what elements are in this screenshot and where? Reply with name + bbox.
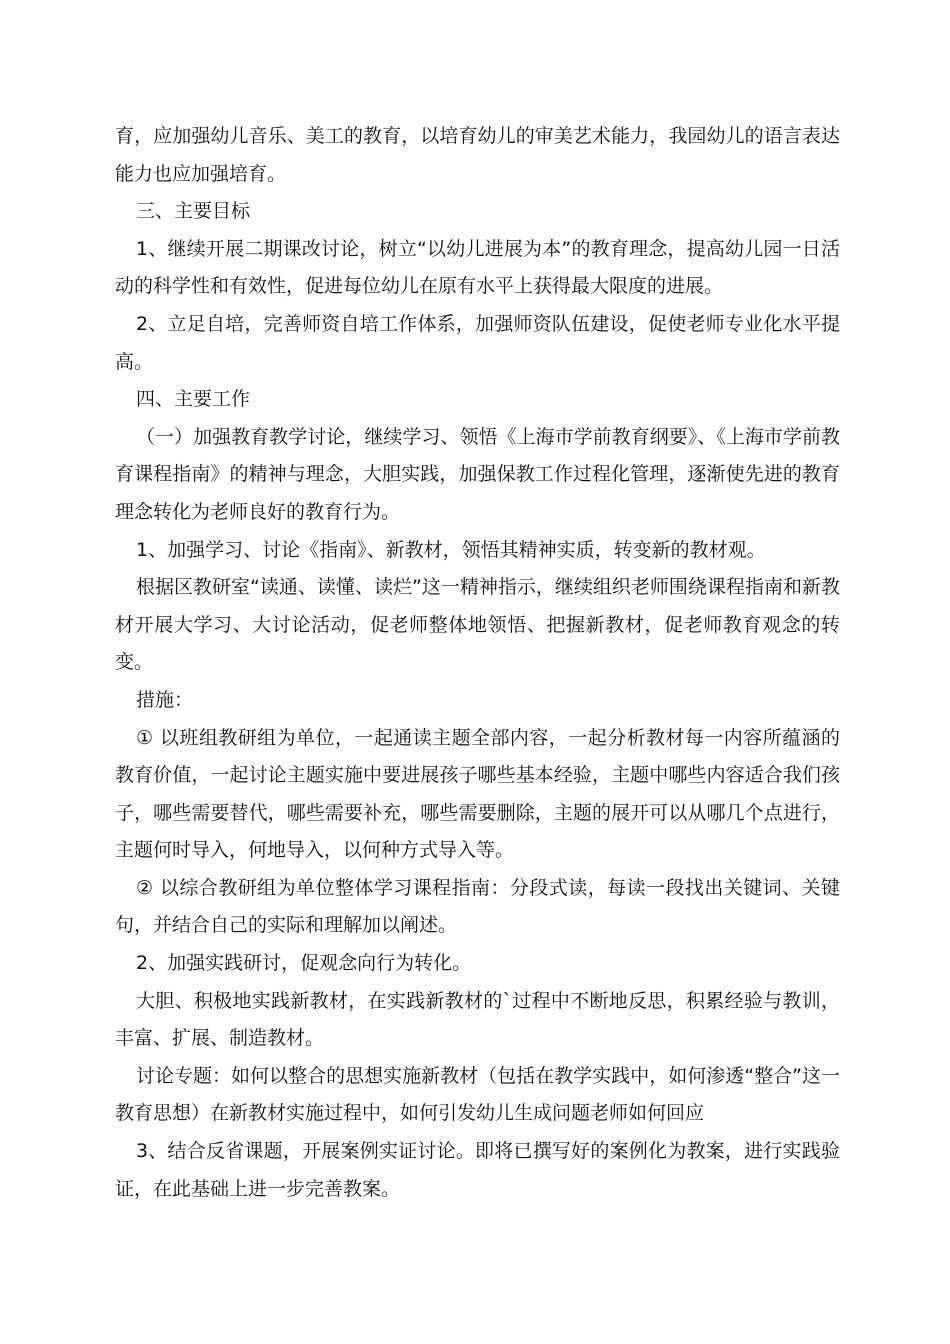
paragraph: 大胆、积极地实践新教材，在实践新教材的`过程中不断地反思，积累经验与教训，丰富、扩展、制造教材。	[115, 989, 840, 1050]
paragraph: 1、继续开展二期课改讨论，树立“以幼儿进展为本”的教育理念，提高幼儿园一日活动的科学性和有效性，促进每位幼儿在原有水平上获得最大限度的进展。	[115, 237, 840, 298]
paragraph: 3、结合反省课题，开展案例实证讨论。即将已撰写好的案例化为教案，进行实践验证，在此基础上进一步完善教案。	[115, 1140, 840, 1200]
document-body	[115, 118, 840, 1208]
paragraph: 措施：	[136, 688, 194, 711]
paragraph: ② 以综合教研组为单位整体学习课程指南：分段式读，每读一段找出关键词、关键句，并结合自己的实际和理解加以阐述。	[115, 876, 840, 937]
paragraph: 1、加强学习、讨论《指南》、新教材，领悟其精神实质，转变新的教材观。	[136, 538, 766, 561]
paragraph: 2、立足自培，完善师资自培工作体系，加强师资队伍建设，促使老师专业化水平提高。	[115, 312, 840, 373]
paragraph: 讨论专题：如何以整合的思想实施新教材（包括在教学实践中，如何渗透“整合”这一教育思想）在新教材实施过程中，如何引发幼儿生成问题老师如何回应	[115, 1064, 840, 1125]
paragraph: 2、加强实践研讨，促观念向行为转化。	[136, 952, 472, 975]
section-heading: 四、主要工作	[136, 388, 251, 411]
section-heading: 三、主要目标	[136, 200, 251, 223]
paragraph: ① 以班组教研组为单位，一起通读主题全部内容，一起分析教材每一内容所蕴涵的教育价值，一起讨论主题实施中要进展孩子哪些基本经验，主题中哪些内容适合我们孩子，哪些需要替代，哪些需要补充，哪些需要删除，主题的展开可以从哪几个点进行，主题何时导入，何地导入，以何种方式导入等。	[115, 726, 840, 862]
paragraph: 根据区教研室“读通、读懂、读烂”这一精神指示，继续组织老师围绕课程指南和新教材开展大学习、大讨论活动，促老师整体地领悟、把握新教材，促老师教育观念的转变。	[115, 576, 840, 674]
paragraph: 育，应加强幼儿音乐、美工的教育，以培育幼儿的审美艺术能力，我园幼儿的语言表达能力也应加强培育。	[115, 125, 840, 185]
paragraph: （一）加强教育教学讨论，继续学习、领悟《上海市学前教育纲要》、《上海市学前教育课程指南》的精神与理念，大胆实践，加强保教工作过程化管理，逐渐使先进的教育理念转化为老师良好的教育行为。	[115, 425, 840, 523]
